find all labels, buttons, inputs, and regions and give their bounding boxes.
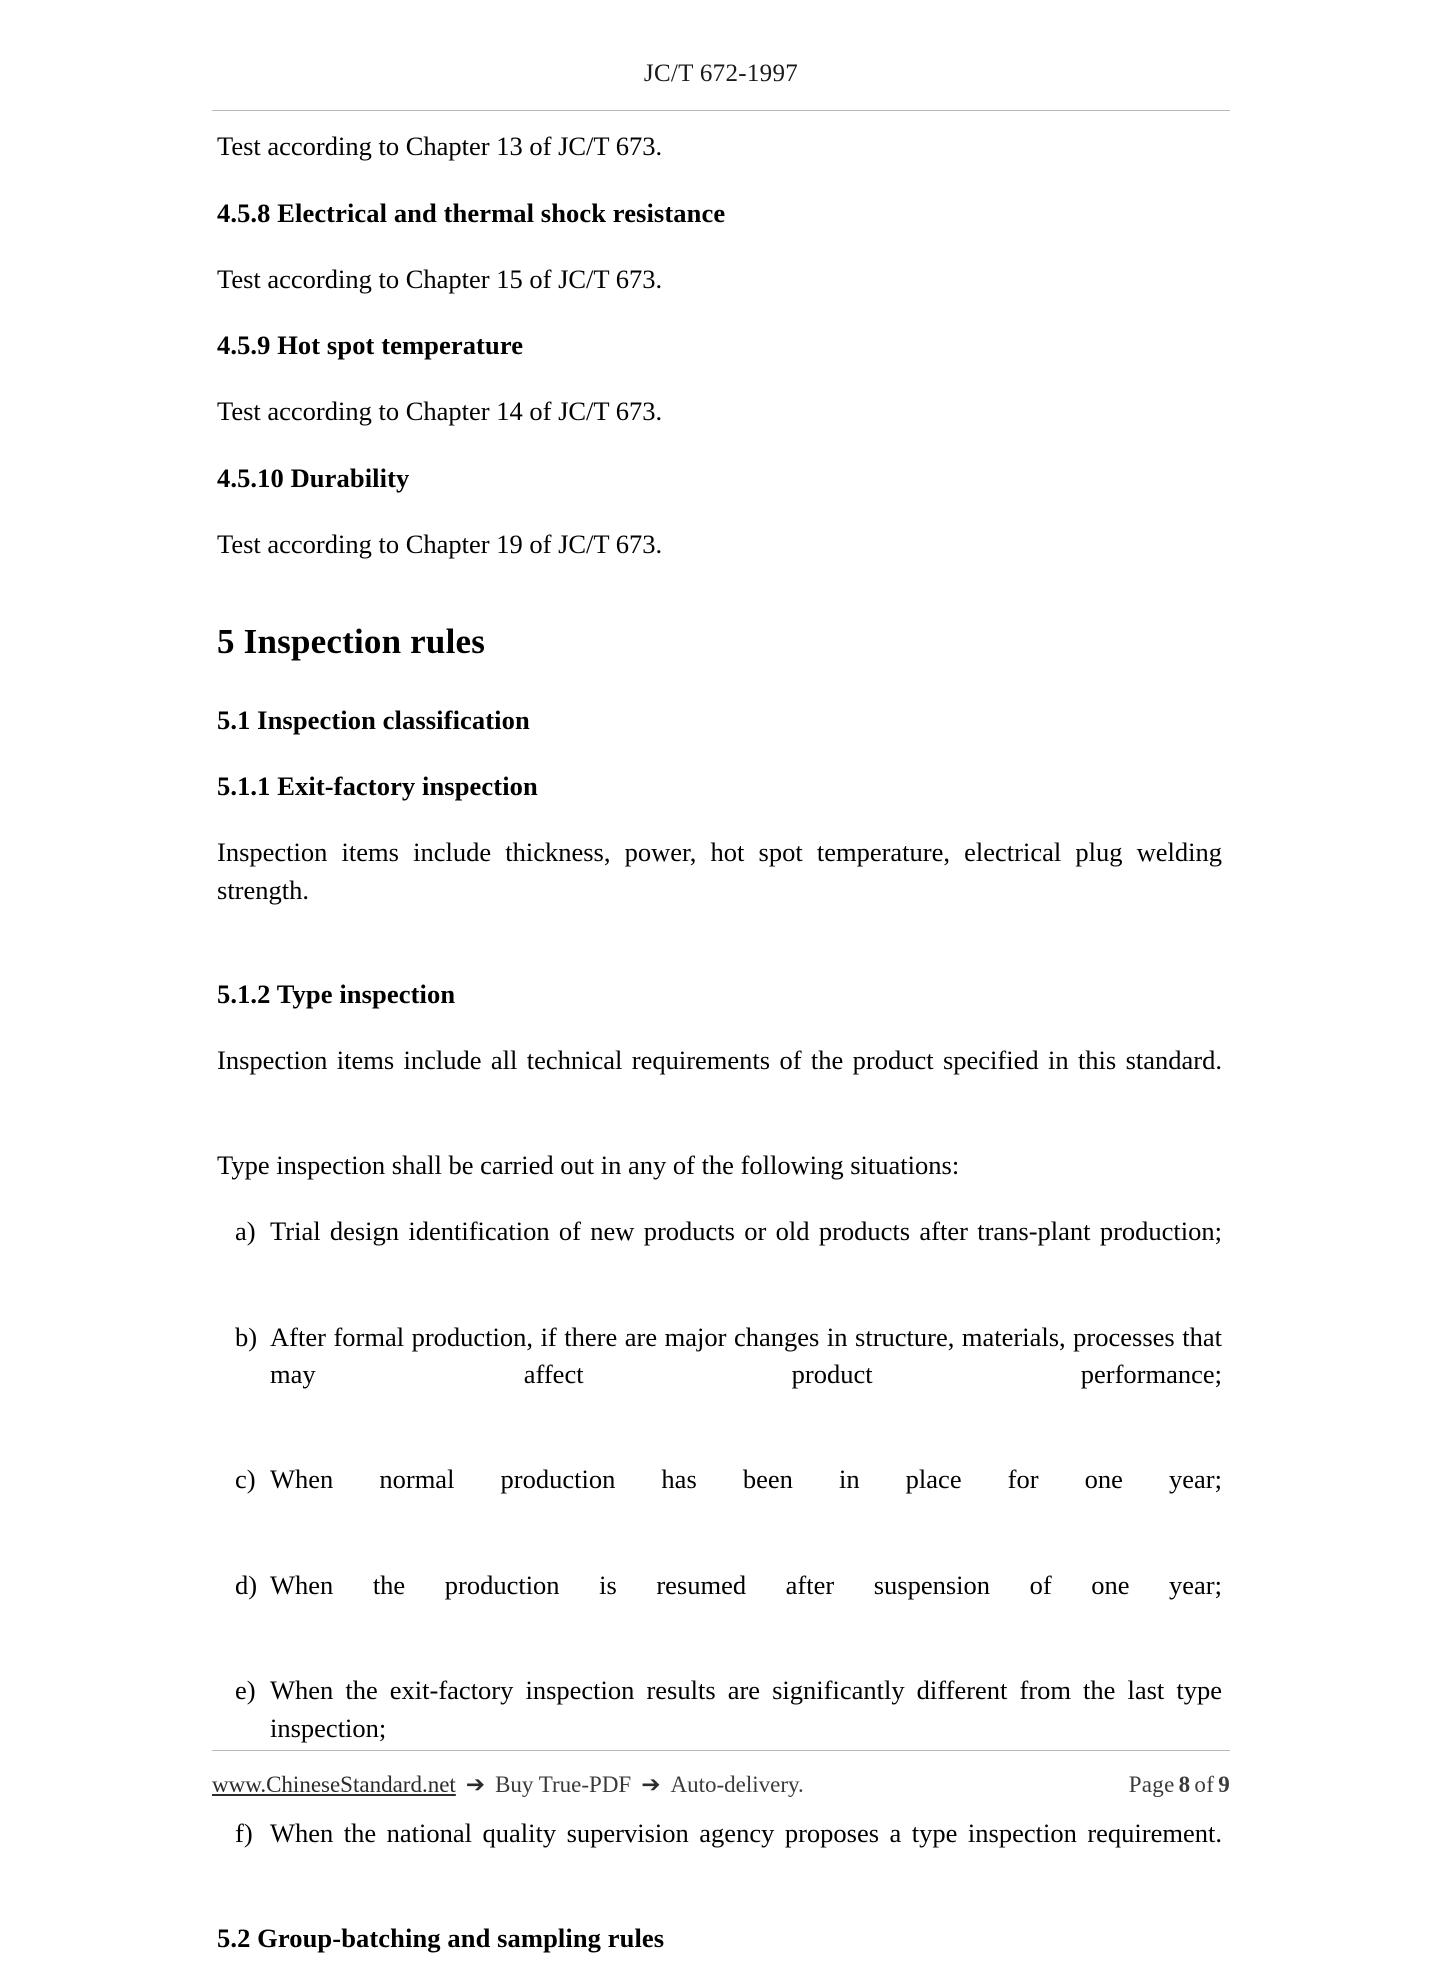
page-label: Page bbox=[1128, 1772, 1175, 1797]
paragraph-type-inspection-intro: Type inspection shall be carried out in any of the following situations: bbox=[217, 1149, 960, 1180]
list-item-marker: a) bbox=[235, 1216, 256, 1247]
page-content-frame bbox=[212, 0, 1230, 1954]
heading-4-5-9: 4.5.9 Hot spot temperature bbox=[217, 330, 524, 361]
list-item-text: When normal production has been in place for one year; bbox=[270, 1464, 1222, 1495]
list-item bbox=[217, 1213, 1222, 1288]
list-item-marker: f) bbox=[235, 1817, 253, 1848]
paragraph-test-ch19: Test according to Chapter 19 of JC/T 673. bbox=[217, 529, 663, 560]
chinesestandard-link[interactable]: www.ChineseStandard.net bbox=[212, 1772, 456, 1797]
header-divider bbox=[212, 110, 1230, 111]
paragraph-test-ch13: Test according to Chapter 13 of JC/T 673. bbox=[217, 131, 663, 161]
arrow-right-icon: ➔ bbox=[641, 1772, 661, 1797]
page-indicator bbox=[1129, 1772, 1230, 1798]
list-item bbox=[217, 1461, 1222, 1536]
auto-delivery-label: Auto-delivery. bbox=[670, 1772, 804, 1797]
heading-clause-5: 5 Inspection rules bbox=[217, 621, 486, 661]
list-item-text: When the national quality supervision agency proposes a type inspection requirement. bbox=[270, 1817, 1222, 1848]
heading-4-5-10: 4.5.10 Durability bbox=[217, 463, 410, 494]
footer-divider bbox=[212, 1750, 1230, 1751]
list-item-marker: c) bbox=[235, 1464, 256, 1495]
list-item-text: Trial design identification of new products or old products after trans-plant production; bbox=[270, 1216, 1222, 1247]
arrow-right-icon: ➔ bbox=[465, 1772, 486, 1797]
list-item bbox=[217, 1815, 1222, 1890]
heading-4-5-8: 4.5.8 Electrical and thermal shock resistance bbox=[217, 197, 726, 228]
of-label: of bbox=[1194, 1772, 1215, 1797]
page-footer bbox=[212, 1765, 1230, 1805]
paragraph-exit-factory-items: Inspection items include thickness, power, hot spot temperature, electrical plug welding strength. bbox=[217, 837, 1222, 906]
document-body bbox=[217, 128, 1222, 1986]
heading-5-2: 5.2 Group-batching and sampling rules bbox=[217, 1923, 665, 1954]
page-total: 9 bbox=[1218, 1772, 1230, 1797]
list-item bbox=[217, 1567, 1222, 1642]
list-item-marker: e) bbox=[235, 1674, 256, 1705]
list-item-text: When the production is resumed after suspension of one year; bbox=[270, 1569, 1222, 1600]
paragraph-test-ch15: Test according to Chapter 15 of JC/T 673. bbox=[217, 263, 663, 294]
list-item bbox=[217, 1319, 1222, 1432]
list-item-marker: d) bbox=[235, 1569, 258, 1600]
list-item-text: After formal production, if there are major changes in structure, materials, processes that may affect product performance; bbox=[270, 1321, 1222, 1390]
buy-true-pdf-label: Buy True-PDF bbox=[495, 1772, 632, 1797]
heading-5-1-1: 5.1.1 Exit-factory inspection bbox=[217, 771, 538, 802]
paragraph-test-ch14: Test according to Chapter 14 of JC/T 673. bbox=[217, 396, 663, 427]
list-item-marker: b) bbox=[235, 1321, 258, 1352]
list-item-text: When the exit-factory inspection results are significantly different from the last type inspection; bbox=[270, 1674, 1222, 1743]
paragraph-type-inspection-items: Inspection items include all technical requirements of the product specified in this standard. bbox=[217, 1045, 1222, 1076]
page-number: 8 bbox=[1178, 1772, 1191, 1797]
standard-number: JC/T 672-1997 bbox=[643, 60, 799, 87]
heading-5-1-2: 5.1.2 Type inspection bbox=[217, 979, 456, 1010]
page-header bbox=[212, 60, 1230, 88]
footer-promo bbox=[212, 1772, 804, 1798]
heading-5-1: 5.1 Inspection classification bbox=[217, 705, 530, 736]
